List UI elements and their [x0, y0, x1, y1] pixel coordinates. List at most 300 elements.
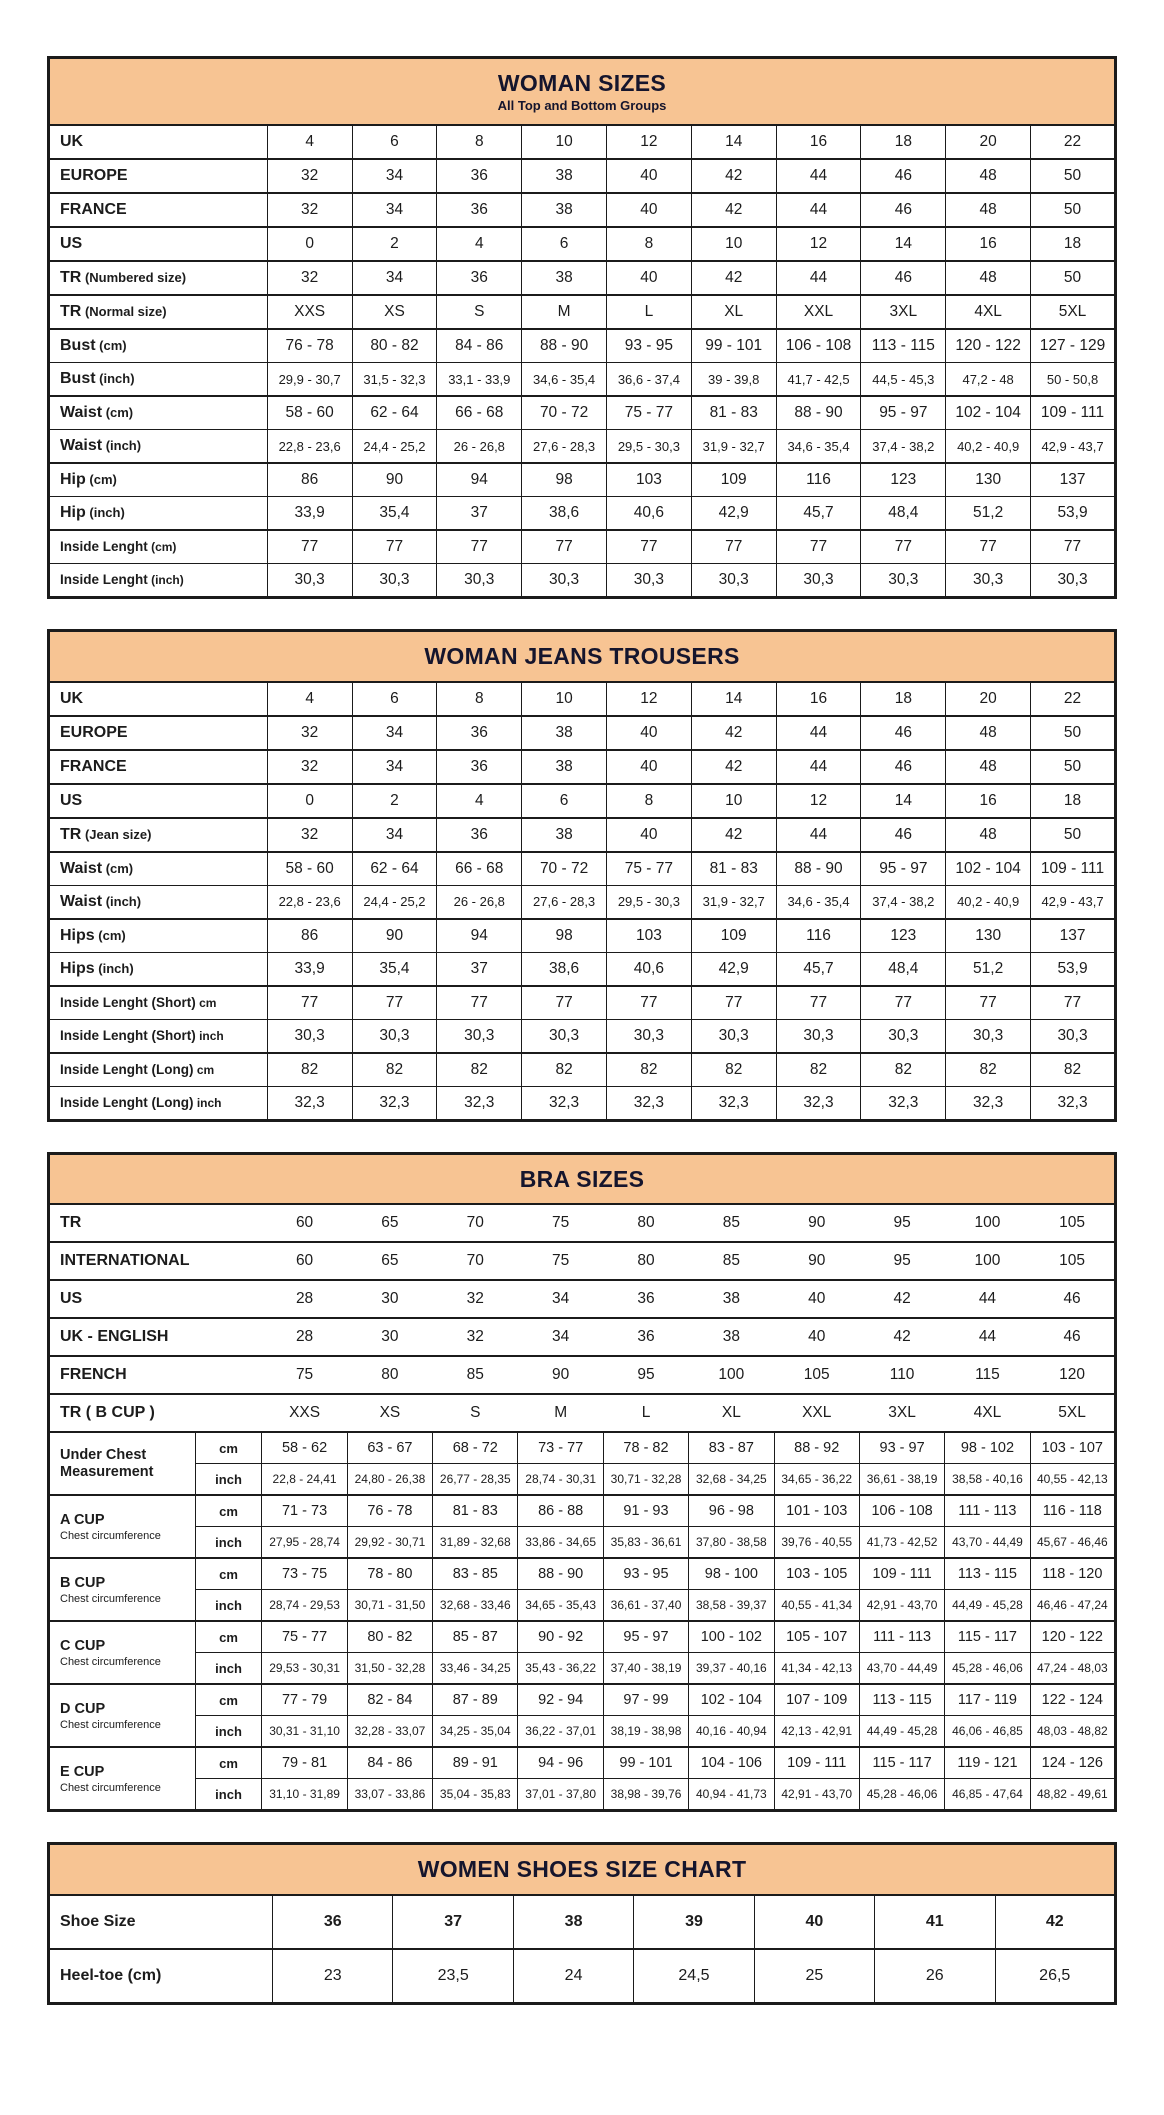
row-label: Hips (cm) — [49, 919, 268, 953]
size-cell: 97 - 99 — [603, 1684, 688, 1716]
unit-label: inch — [195, 1653, 262, 1685]
size-cell: 32,3 — [776, 1086, 861, 1120]
size-cell: 29,9 - 30,7 — [267, 363, 352, 397]
table-row — [49, 1495, 1116, 1527]
size-cell: 31,9 - 32,7 — [691, 430, 776, 464]
size-cell: 36,6 - 37,4 — [606, 363, 691, 397]
size-cell: 70 — [433, 1204, 518, 1242]
size-cell: 137 — [1031, 919, 1116, 953]
size-cell: 105 — [774, 1356, 859, 1394]
size-cell: 75 - 77 — [606, 852, 691, 886]
size-cell: 75 — [518, 1204, 603, 1242]
size-cell: 32,28 - 33,07 — [347, 1716, 432, 1748]
size-cell: 10 — [522, 125, 607, 159]
size-cell: 109 - 111 — [1031, 852, 1116, 886]
row-label: Inside Lenght (Long) inch — [49, 1086, 268, 1120]
row-label: TR — [49, 1204, 262, 1242]
size-cell: 77 — [691, 986, 776, 1020]
size-cell: 40 — [606, 750, 691, 784]
size-cell: 26,77 - 28,35 — [433, 1464, 518, 1496]
size-cell: 14 — [861, 227, 946, 261]
size-cell: 38,19 - 38,98 — [603, 1716, 688, 1748]
size-cell: 63 - 67 — [347, 1432, 432, 1464]
size-cell: 32,3 — [352, 1086, 437, 1120]
row-label: Inside Lenght (Short) inch — [49, 1019, 268, 1053]
table-row — [49, 852, 1116, 886]
size-cell: 113 - 115 — [861, 329, 946, 363]
size-cell: 38 — [522, 261, 607, 295]
size-cell: 18 — [1031, 227, 1116, 261]
row-label: A CUP Chest circumference — [49, 1495, 196, 1558]
row-label: Waist (cm) — [49, 396, 268, 430]
size-cell: 34 — [352, 716, 437, 750]
size-cell: 40 — [606, 818, 691, 852]
shoes-header — [49, 1844, 1116, 1895]
size-cell: 40,2 - 40,9 — [946, 430, 1031, 464]
size-cell: 36 — [603, 1280, 688, 1318]
size-cell: 50 — [1031, 193, 1116, 227]
size-cell: 18 — [861, 682, 946, 716]
size-cell: 77 — [352, 986, 437, 1020]
bra-sizes-header — [49, 1153, 1116, 1204]
size-cell: 51,2 — [946, 497, 1031, 531]
size-cell: 30,3 — [437, 1019, 522, 1053]
size-cell: 44 — [776, 261, 861, 295]
size-cell: 34 — [352, 159, 437, 193]
size-cell: 65 — [347, 1204, 432, 1242]
size-cell: 82 — [437, 1053, 522, 1087]
table-row — [49, 261, 1116, 295]
size-cell: 46 — [861, 818, 946, 852]
size-cell: 32 — [433, 1280, 518, 1318]
size-cell: 42 — [691, 716, 776, 750]
size-cell: 39 - 39,8 — [691, 363, 776, 397]
size-cell: 29,5 - 30,3 — [606, 885, 691, 919]
size-cell: 38,6 — [522, 497, 607, 531]
size-cell: 96 - 98 — [689, 1495, 774, 1527]
table-row — [49, 750, 1116, 784]
row-label: Inside Lenght (cm) — [49, 530, 268, 564]
size-cell: 32,68 - 34,25 — [689, 1464, 774, 1496]
size-cell: 88 - 90 — [776, 396, 861, 430]
bra-cups-body — [49, 1432, 1116, 1811]
size-cell: 95 — [603, 1356, 688, 1394]
size-cell: 42,91 - 43,70 — [774, 1779, 859, 1811]
size-cell: 40,55 - 41,34 — [774, 1590, 859, 1622]
size-cell: XS — [347, 1394, 432, 1432]
size-cell: 30,3 — [437, 564, 522, 598]
size-cell: 43,70 - 44,49 — [945, 1527, 1030, 1559]
row-label: TR (Numbered size) — [49, 261, 268, 295]
size-cell: 77 — [776, 986, 861, 1020]
size-cell: 86 — [267, 463, 352, 497]
size-cell: 77 — [776, 530, 861, 564]
size-cell: 40,6 — [606, 952, 691, 986]
table-row — [49, 716, 1116, 750]
table-row — [49, 682, 1116, 716]
size-cell: 37,4 - 38,2 — [861, 885, 946, 919]
size-cell: 94 — [437, 463, 522, 497]
size-cell: 58 - 60 — [267, 852, 352, 886]
size-cell: 31,89 - 32,68 — [433, 1527, 518, 1559]
row-label: C CUP Chest circumference — [49, 1621, 196, 1684]
size-cell: 120 - 122 — [946, 329, 1031, 363]
size-cell: 82 — [1031, 1053, 1116, 1087]
size-cell: 31,5 - 32,3 — [352, 363, 437, 397]
row-label: INTERNATIONAL — [49, 1242, 262, 1280]
size-cell: 77 — [606, 986, 691, 1020]
unit-label: cm — [195, 1558, 262, 1590]
size-cell: 101 - 103 — [774, 1495, 859, 1527]
table-row — [49, 952, 1116, 986]
size-cell: 38,58 - 40,16 — [945, 1464, 1030, 1496]
size-cell: 62 - 64 — [352, 396, 437, 430]
size-cell: 37 — [437, 497, 522, 531]
size-cell: 50 — [1031, 818, 1116, 852]
size-cell: 16 — [946, 784, 1031, 818]
size-cell: 29,53 - 30,31 — [262, 1653, 347, 1685]
size-cell: 34,6 - 35,4 — [522, 363, 607, 397]
unit-label: inch — [195, 1716, 262, 1748]
size-cell: 34,6 - 35,4 — [776, 430, 861, 464]
size-cell: 34 — [352, 261, 437, 295]
size-cell: 85 — [433, 1356, 518, 1394]
size-cell: 77 — [861, 986, 946, 1020]
size-cell: 46,85 - 47,64 — [945, 1779, 1030, 1811]
row-label: Inside Lenght (inch) — [49, 564, 268, 598]
size-cell: 30,3 — [352, 1019, 437, 1053]
size-cell: 81 - 83 — [691, 852, 776, 886]
size-cell: 34 — [352, 193, 437, 227]
size-cell: 111 - 113 — [945, 1495, 1030, 1527]
size-cell: 30,3 — [1031, 564, 1116, 598]
size-cell: 36 — [273, 1895, 393, 1949]
size-cell: 115 - 117 — [945, 1621, 1030, 1653]
size-cell: 77 — [1031, 530, 1116, 564]
size-cell: 38,6 — [522, 952, 607, 986]
size-cell: 30,3 — [691, 564, 776, 598]
size-cell: 38 — [522, 716, 607, 750]
size-cell: 75 — [262, 1356, 347, 1394]
size-cell: 40 — [606, 193, 691, 227]
size-cell: 32 — [267, 159, 352, 193]
size-cell: 86 - 88 — [518, 1495, 603, 1527]
size-cell: 95 — [859, 1242, 944, 1280]
size-cell: 48 — [946, 716, 1031, 750]
size-cell: 45,28 - 46,06 — [859, 1779, 944, 1811]
size-cell: 60 — [262, 1242, 347, 1280]
size-cell: 77 — [437, 530, 522, 564]
table-row — [49, 1204, 1116, 1242]
size-cell: 26 - 26,8 — [437, 885, 522, 919]
size-cell: 77 — [352, 530, 437, 564]
size-cell: 30,3 — [267, 1019, 352, 1053]
size-cell: 8 — [437, 125, 522, 159]
size-cell: 48 — [946, 193, 1031, 227]
size-cell: 46,06 - 46,85 — [945, 1716, 1030, 1748]
size-cell: 43,70 - 44,49 — [859, 1653, 944, 1685]
size-cell: 48 — [946, 750, 1031, 784]
size-cell: 44,5 - 45,3 — [861, 363, 946, 397]
size-cell: 127 - 129 — [1031, 329, 1116, 363]
size-cell: 109 — [691, 919, 776, 953]
table-row — [49, 497, 1116, 531]
size-cell: 33,07 - 33,86 — [347, 1779, 432, 1811]
size-cell: 30,3 — [776, 564, 861, 598]
size-cell: 130 — [946, 463, 1031, 497]
size-cell: 42 — [995, 1895, 1116, 1949]
size-cell: 32,3 — [267, 1086, 352, 1120]
size-cell: 41,34 - 42,13 — [774, 1653, 859, 1685]
size-cell: 120 - 122 — [1030, 1621, 1115, 1653]
size-cell: 40 — [606, 159, 691, 193]
size-cell: XL — [689, 1394, 774, 1432]
size-cell: 31,10 - 31,89 — [262, 1779, 347, 1811]
size-cell: 100 — [945, 1242, 1030, 1280]
row-label: B CUP Chest circumference — [49, 1558, 196, 1621]
size-cell: 48 — [946, 818, 1031, 852]
size-cell: 124 - 126 — [1030, 1747, 1115, 1779]
size-cell: 30,71 - 32,28 — [603, 1464, 688, 1496]
woman-jeans-header — [49, 631, 1116, 682]
size-cell: 107 - 109 — [774, 1684, 859, 1716]
size-cell: 24,80 - 26,38 — [347, 1464, 432, 1496]
table-header-row — [49, 631, 1116, 682]
unit-label: cm — [195, 1747, 262, 1779]
size-cell: 110 — [859, 1356, 944, 1394]
size-cell: 40 — [774, 1318, 859, 1356]
size-cell: 117 - 119 — [945, 1684, 1030, 1716]
size-cell: 88 - 90 — [776, 852, 861, 886]
size-cell: 2 — [352, 227, 437, 261]
size-cell: 130 — [946, 919, 1031, 953]
size-cell: 36 — [437, 750, 522, 784]
size-cell: 80 — [347, 1356, 432, 1394]
size-cell: 24 — [513, 1949, 633, 2004]
table-row — [49, 1653, 1116, 1685]
size-cell: 31,50 - 32,28 — [347, 1653, 432, 1685]
size-cell: 68 - 72 — [433, 1432, 518, 1464]
table-row — [49, 1527, 1116, 1559]
size-cell: M — [518, 1394, 603, 1432]
size-cell: 32 — [267, 716, 352, 750]
size-cell: 38 — [522, 193, 607, 227]
size-cell: 22,8 - 23,6 — [267, 430, 352, 464]
size-cell: 26 - 26,8 — [437, 430, 522, 464]
table-header-row — [49, 1844, 1116, 1895]
shoes-table — [47, 1842, 1117, 2004]
size-cell: 82 — [267, 1053, 352, 1087]
size-cell: 38 — [522, 159, 607, 193]
table-title: WOMAN JEANS TROUSERS — [424, 643, 740, 670]
size-cell: 30,31 - 31,10 — [262, 1716, 347, 1748]
size-cell: 4 — [267, 125, 352, 159]
size-cell: 27,95 - 28,74 — [262, 1527, 347, 1559]
size-cell: 77 - 79 — [262, 1684, 347, 1716]
size-cell: 39,76 - 40,55 — [774, 1527, 859, 1559]
size-cell: 48,4 — [861, 952, 946, 986]
row-label: Hip (inch) — [49, 497, 268, 531]
size-cell: 90 — [352, 463, 437, 497]
size-cell: 12 — [776, 784, 861, 818]
size-cell: 85 — [689, 1204, 774, 1242]
row-label: E CUP Chest circumference — [49, 1747, 196, 1811]
size-cell: 16 — [776, 125, 861, 159]
size-cell: 44,49 - 45,28 — [859, 1716, 944, 1748]
row-label: US — [49, 227, 268, 261]
row-label: Hip (cm) — [49, 463, 268, 497]
size-cell: 40,16 - 40,94 — [689, 1716, 774, 1748]
size-cell: 47,2 - 48 — [946, 363, 1031, 397]
size-cell: 50 - 50,8 — [1031, 363, 1116, 397]
size-cell: 53,9 — [1031, 952, 1116, 986]
size-cell: 46 — [861, 261, 946, 295]
size-cell: 46 — [861, 716, 946, 750]
size-cell: XS — [352, 295, 437, 329]
size-cell: 80 - 82 — [352, 329, 437, 363]
size-cell: 39,37 - 40,16 — [689, 1653, 774, 1685]
size-cell: 109 - 111 — [774, 1747, 859, 1779]
size-cell: 30,3 — [691, 1019, 776, 1053]
size-cell: 22,8 - 23,6 — [267, 885, 352, 919]
size-cell: 98 - 102 — [945, 1432, 1030, 1464]
size-cell: 20 — [946, 125, 1031, 159]
size-cell: 82 — [691, 1053, 776, 1087]
table-row — [49, 1716, 1116, 1748]
size-cell: 35,4 — [352, 497, 437, 531]
row-label: Inside Lenght (Long) cm — [49, 1053, 268, 1087]
woman-sizes-header — [49, 58, 1116, 126]
size-cell: 46 — [861, 750, 946, 784]
size-cell: 40,94 - 41,73 — [689, 1779, 774, 1811]
size-cell: 73 - 75 — [262, 1558, 347, 1590]
table-row — [49, 1949, 1116, 2004]
size-cell: 6 — [352, 125, 437, 159]
size-cell: 90 — [518, 1356, 603, 1394]
size-cell: 58 - 62 — [262, 1432, 347, 1464]
size-cell: 77 — [437, 986, 522, 1020]
bra-sizes-table — [47, 1152, 1117, 1812]
table-row — [49, 1280, 1116, 1318]
size-cell: 122 - 124 — [1030, 1684, 1115, 1716]
size-cell: 115 - 117 — [859, 1747, 944, 1779]
unit-label: cm — [195, 1621, 262, 1653]
row-label: FRENCH — [49, 1356, 262, 1394]
size-cell: 8 — [606, 784, 691, 818]
row-label: UK — [49, 125, 268, 159]
size-cell: 14 — [691, 682, 776, 716]
size-cell: 37,4 - 38,2 — [861, 430, 946, 464]
size-cell: 44 — [776, 750, 861, 784]
size-cell: 41 — [875, 1895, 995, 1949]
size-cell: 38 — [522, 818, 607, 852]
size-cell: 77 — [606, 530, 691, 564]
size-cell: 32 — [433, 1318, 518, 1356]
size-cell: 34 — [518, 1280, 603, 1318]
size-cell: 116 - 118 — [1030, 1495, 1115, 1527]
size-cell: 6 — [522, 227, 607, 261]
size-cell: 48,4 — [861, 497, 946, 531]
size-cell: 36,22 - 37,01 — [518, 1716, 603, 1748]
size-cell: 33,1 - 33,9 — [437, 363, 522, 397]
size-cell: S — [433, 1394, 518, 1432]
size-cell: 92 - 94 — [518, 1684, 603, 1716]
size-cell: 6 — [522, 784, 607, 818]
size-cell: 40 — [774, 1280, 859, 1318]
size-cell: 30,3 — [946, 564, 1031, 598]
table-title: WOMAN SIZES — [497, 70, 667, 96]
size-cell: 24,4 - 25,2 — [352, 885, 437, 919]
size-cell: 0 — [267, 227, 352, 261]
table-row — [49, 1590, 1116, 1622]
size-cell: 12 — [606, 125, 691, 159]
size-cell: 50 — [1031, 716, 1116, 750]
size-cell: 44 — [776, 159, 861, 193]
size-cell: 30,3 — [522, 564, 607, 598]
size-cell: 40 — [606, 261, 691, 295]
size-cell: 89 - 91 — [433, 1747, 518, 1779]
size-cell: 88 - 92 — [774, 1432, 859, 1464]
size-cell: 37,40 - 38,19 — [603, 1653, 688, 1685]
row-label: FRANCE — [49, 193, 268, 227]
size-cell: 82 - 84 — [347, 1684, 432, 1716]
size-cell: 94 - 96 — [518, 1747, 603, 1779]
size-cell: 34,65 - 35,43 — [518, 1590, 603, 1622]
size-cell: 36 — [603, 1318, 688, 1356]
row-label: Inside Lenght (Short) cm — [49, 986, 268, 1020]
size-cell: 28,74 - 30,31 — [518, 1464, 603, 1496]
size-cell: 42 — [691, 159, 776, 193]
size-cell: 75 — [518, 1242, 603, 1280]
size-cell: 44 — [776, 818, 861, 852]
size-cell: 82 — [776, 1053, 861, 1087]
size-cell: 42,13 - 42,91 — [774, 1716, 859, 1748]
size-cell: 82 — [606, 1053, 691, 1087]
size-cell: 105 - 107 — [774, 1621, 859, 1653]
size-cell: 36 — [437, 193, 522, 227]
size-cell: 70 - 72 — [522, 396, 607, 430]
size-cell: 78 - 80 — [347, 1558, 432, 1590]
size-cell: 58 - 60 — [267, 396, 352, 430]
size-cell: 34,6 - 35,4 — [776, 885, 861, 919]
size-cell: 85 — [689, 1242, 774, 1280]
size-cell: 10 — [691, 784, 776, 818]
size-cell: 40,55 - 42,13 — [1030, 1464, 1115, 1496]
size-cell: 50 — [1031, 159, 1116, 193]
size-cell: 118 - 120 — [1030, 1558, 1115, 1590]
unit-label: inch — [195, 1527, 262, 1559]
size-cell: 8 — [606, 227, 691, 261]
size-cell: 4XL — [945, 1394, 1030, 1432]
size-cell: 39 — [634, 1895, 754, 1949]
table-title: BRA SIZES — [519, 1165, 645, 1192]
size-cell: 77 — [691, 530, 776, 564]
table-row — [49, 430, 1116, 464]
unit-label: cm — [195, 1432, 262, 1464]
table-row — [49, 919, 1116, 953]
size-cell: 66 - 68 — [437, 396, 522, 430]
size-cell: 103 - 105 — [774, 1558, 859, 1590]
table-subtitle: All Top and Bottom Groups — [497, 98, 667, 114]
table-row — [49, 1558, 1116, 1590]
table-row — [49, 463, 1116, 497]
size-cell: 44 — [945, 1318, 1030, 1356]
size-cell: 48 — [946, 159, 1031, 193]
size-cell: 30,3 — [861, 564, 946, 598]
size-cell: 102 - 104 — [689, 1684, 774, 1716]
size-cell: 88 - 90 — [522, 329, 607, 363]
size-cell: 45,7 — [776, 952, 861, 986]
